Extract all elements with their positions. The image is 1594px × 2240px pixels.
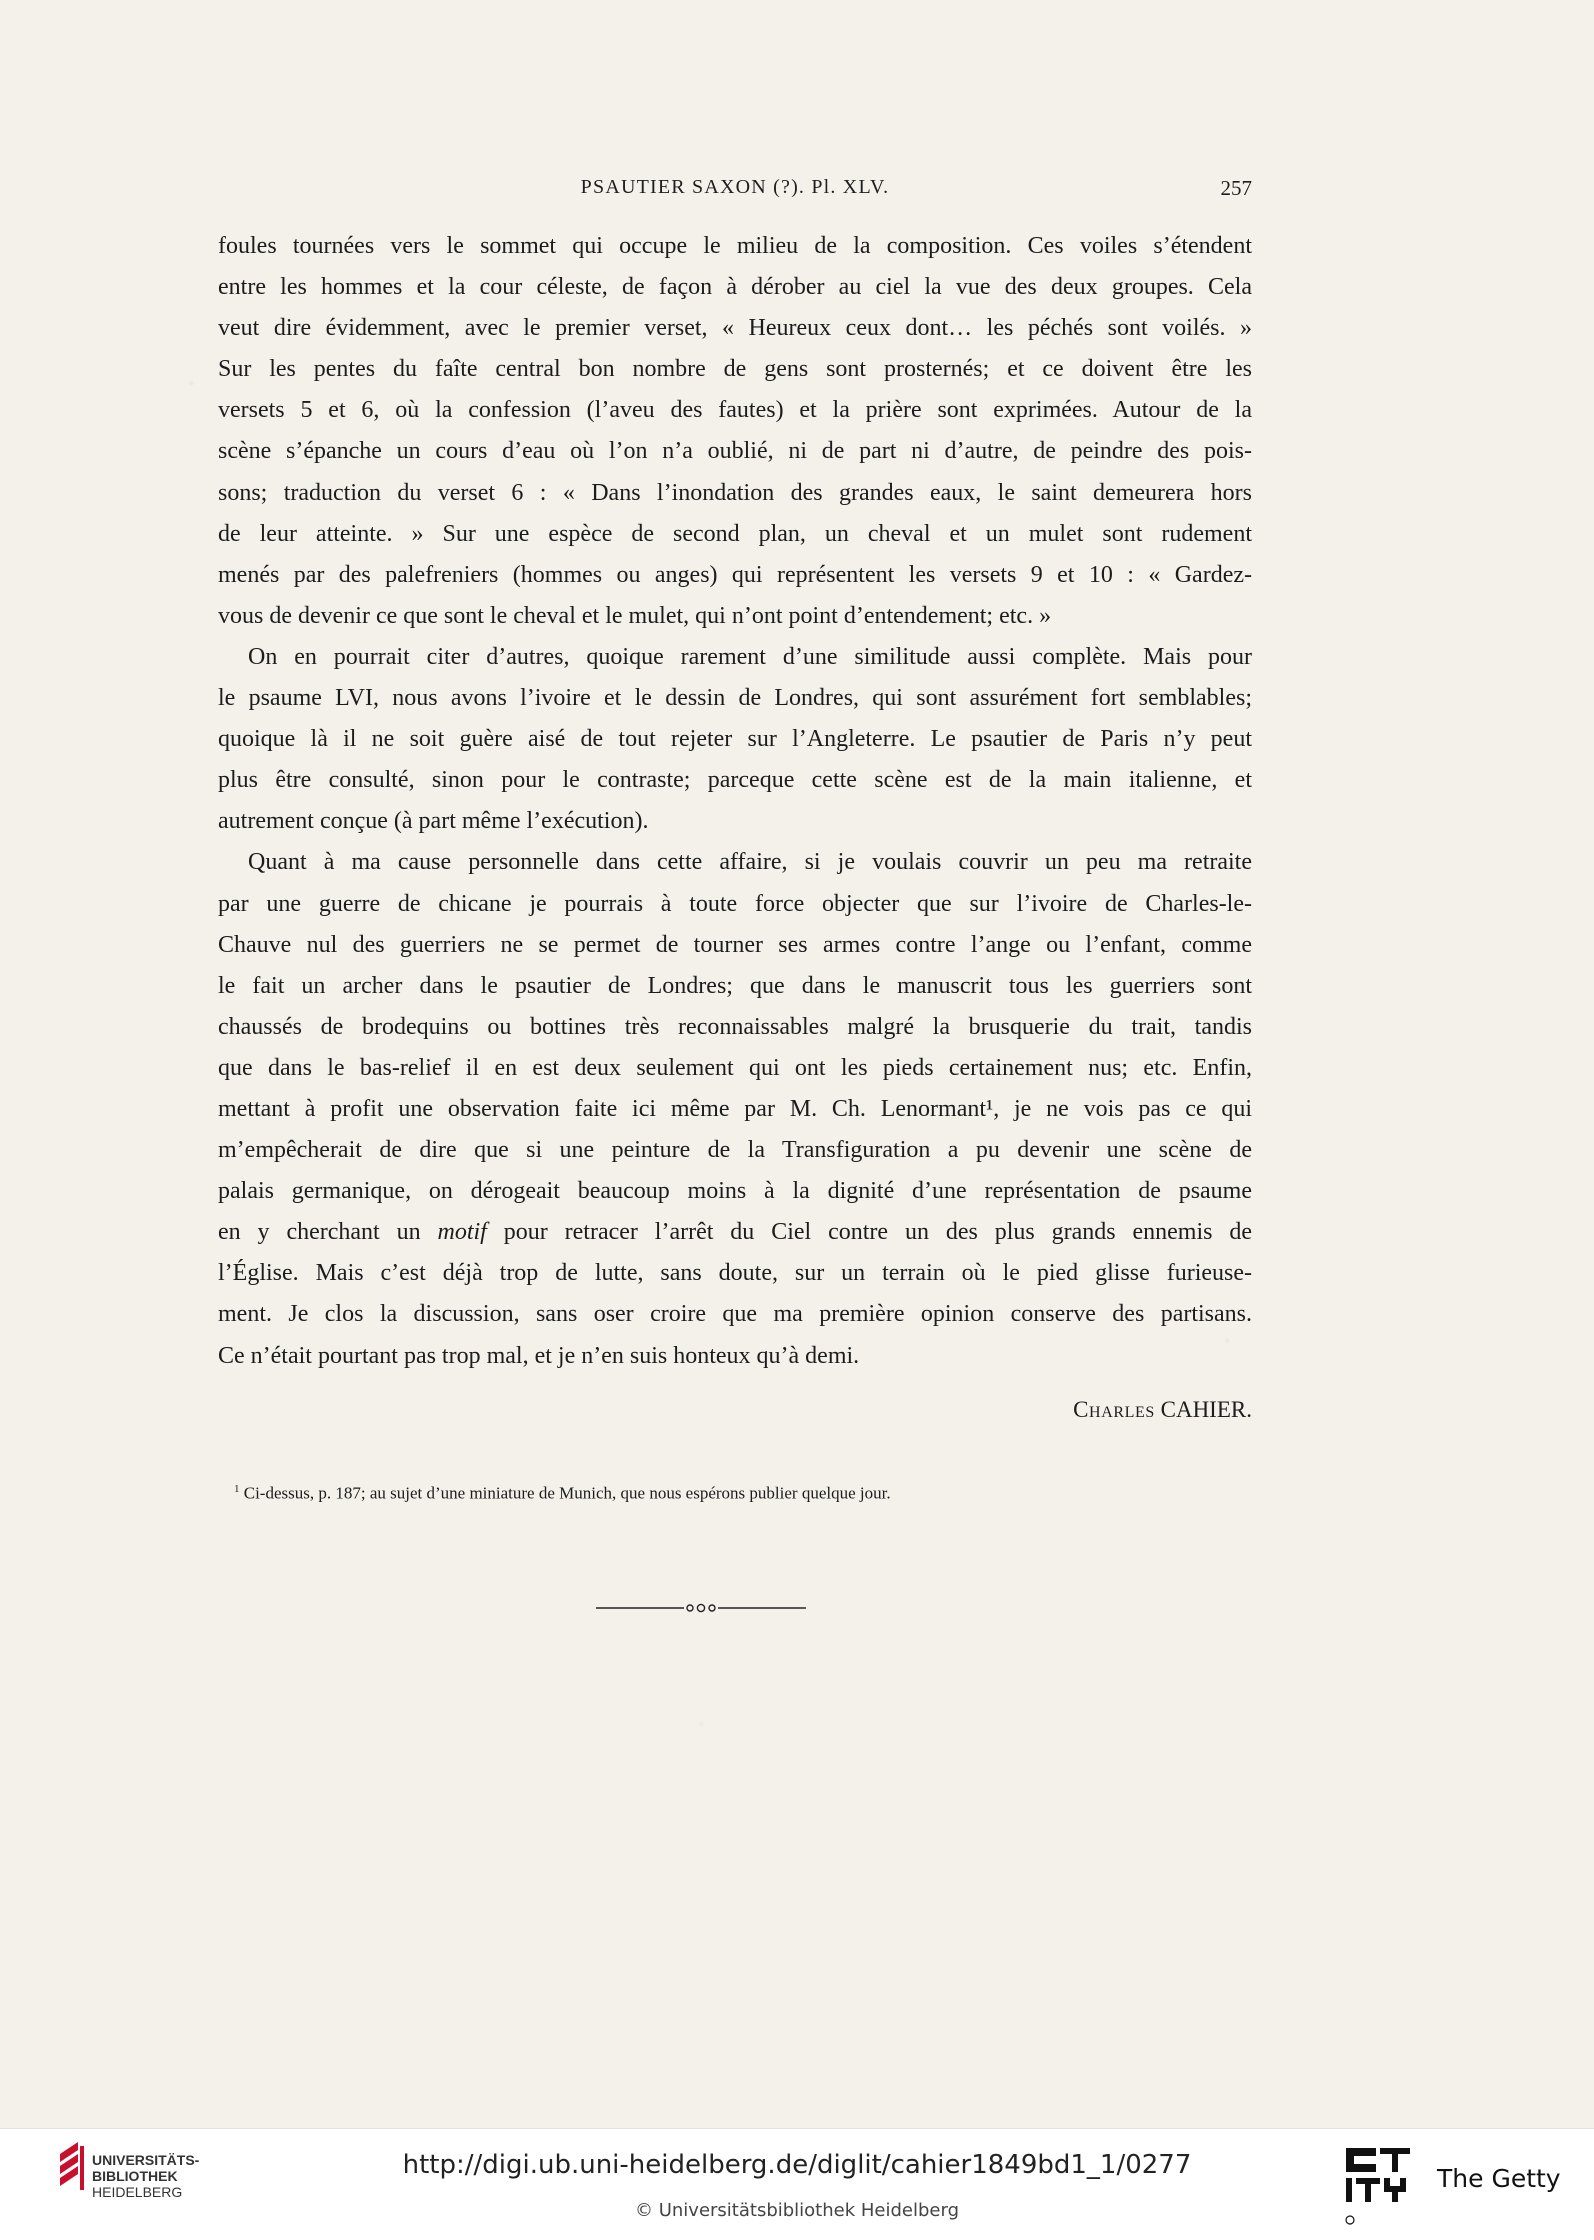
- text-line: l’Église. Mais c’est déjà trop de lutte, sans doute, sur un terrain où le pied glisse furieuse-: [218, 1260, 1252, 1287]
- ornament-divider: [596, 1600, 806, 1616]
- library-name-line: HEIDELBERG: [92, 2184, 183, 2200]
- text-line: versets 5 et 6, où la confession (l’aveu des fautes) et la prière sont exprimées. Autour de la: [218, 397, 1252, 424]
- text-line: palais germanique, on dérogeait beaucoup moins à la dignité d’une représentation de psaume: [218, 1178, 1252, 1205]
- text-line: On en pourrait citer d’autres, quoique rarement d’une similitude aussi complète. Mais pour: [248, 643, 1252, 670]
- text-line: entre les hommes et la cour céleste, de façon à dérober au ciel la vue des deux groupes. Cela: [218, 274, 1252, 301]
- text-line: le psaume LVI, nous avons l’ivoire et le dessin de Londres, qui sont assurément fort semblables;: [218, 685, 1252, 712]
- text-line: Sur les pentes du faîte central bon nombre de gens sont prosternés; et ce doivent être les: [218, 356, 1252, 383]
- footnote: [234, 1483, 1244, 1504]
- running-title: PSAUTIER SAXON (?). Pl. XLV.: [580, 176, 890, 198]
- text-line: Quant à ma cause personnelle dans cette affaire, si je voulais couvrir un peu ma retraite: [248, 849, 1252, 876]
- text-line: [218, 1212, 1252, 1253]
- text-line: Chauve nul des guerriers ne se permet de tourner ses armes contre l’ange ou l’enfant, comme: [218, 931, 1252, 958]
- text-fragment: en y cherchant un: [218, 1219, 421, 1246]
- text-line: veut dire évidemment, avec le premier verset, « Heureux ceux dont… les péchés sont voilés. »: [218, 315, 1252, 342]
- page-number: 257: [1220, 176, 1252, 200]
- body-text: [218, 226, 1252, 1377]
- running-header: [218, 176, 1252, 208]
- text-line: vous de devenir ce que sont le cheval et le mulet, qui n’ont point d’entendement; etc. »: [218, 602, 1052, 629]
- text-line: plus être consulté, sinon pour le contraste; parceque cette scène est de la main italienne, et: [218, 767, 1252, 794]
- text-line: par une guerre de chicane je pourrais à toute force objecter que sur l’ivoire de Charles-le-: [218, 890, 1252, 917]
- footnote-text: Ci-dessus, p. 187; au sujet d’une miniature de Munich, que nous espérons publier quelque jour.: [243, 1483, 891, 1503]
- getty-logo-icon: [1344, 2146, 1414, 2230]
- copyright-notice: © Universitätsbibliothek Heidelberg: [634, 2200, 959, 2221]
- partner-name: The Getty: [1437, 2164, 1561, 2193]
- text-line: foules tournées vers le sommet qui occupe le milieu de la composition. Ces voiles s’étendent: [218, 233, 1252, 259]
- text-line: autrement conçue (à part même l’exécution).: [218, 808, 649, 835]
- signature-last-name: CAHIER.: [1160, 1397, 1252, 1422]
- library-name-line: BIBLIOTHEK: [92, 2168, 178, 2184]
- text-line: sons; traduction du verset 6 : « Dans l’inondation des grandes eaux, le saint demeurera hors: [218, 479, 1252, 506]
- library-name-line: UNIVERSITÄTS-: [92, 2152, 200, 2168]
- text-fragment: pour retracer l’arrêt du Ciel contre un des plus grands ennemis de: [503, 1219, 1253, 1246]
- text-line: mettant à profit une observation faite ici même par M. Ch. Lenormant¹, je ne vois pas ce qui: [218, 1095, 1252, 1122]
- text-line: chaussés de brodequins ou bottines très reconnaissables malgré la brusquerie du trait, tandis: [218, 1013, 1252, 1040]
- text-line: de leur atteinte. » Sur une espèce de second plan, un cheval et un mulet sont rudement: [218, 520, 1252, 547]
- author-signature: [1073, 1397, 1252, 1423]
- text-line: menés par des palefreniers (hommes ou anges) qui représentent les versets 9 et 10 : « Gardez-: [218, 561, 1252, 588]
- permalink-url[interactable]: http://digi.ub.uni-heidelberg.de/diglit/cahier1849bd1_1/0277: [402, 2150, 1192, 2180]
- text-line: Ce n’était pourtant pas trop mal, et je n’en suis honteux qu’à demi.: [218, 1342, 860, 1369]
- footnote-marker: 1: [234, 1483, 240, 1495]
- text-line: m’empêcherait de dire que si une peinture de la Transfiguration a pu devenir une scène de: [218, 1137, 1252, 1164]
- text-line: le fait un archer dans le psautier de Londres; que dans le manuscrit tous les guerriers sont: [218, 972, 1252, 999]
- text-line: que dans le bas-relief il en est deux seulement qui ont les pieds certainement nus; etc. Enfin,: [218, 1054, 1252, 1081]
- signature-first-name: Charles: [1073, 1397, 1155, 1422]
- text-line: quoique là il ne soit guère aisé de tout rejeter sur l’Angleterre. Le psautier de Paris n’y peut: [218, 726, 1252, 753]
- text-line: scène s’épanche un cours d’eau où l’on n’a oublié, ni de part ni d’autre, de peindre des pois-: [218, 438, 1252, 465]
- italic-term: motif: [437, 1219, 487, 1246]
- text-line: ment. Je clos la discussion, sans oser croire que ma première opinion conserve des partisans.: [218, 1301, 1252, 1328]
